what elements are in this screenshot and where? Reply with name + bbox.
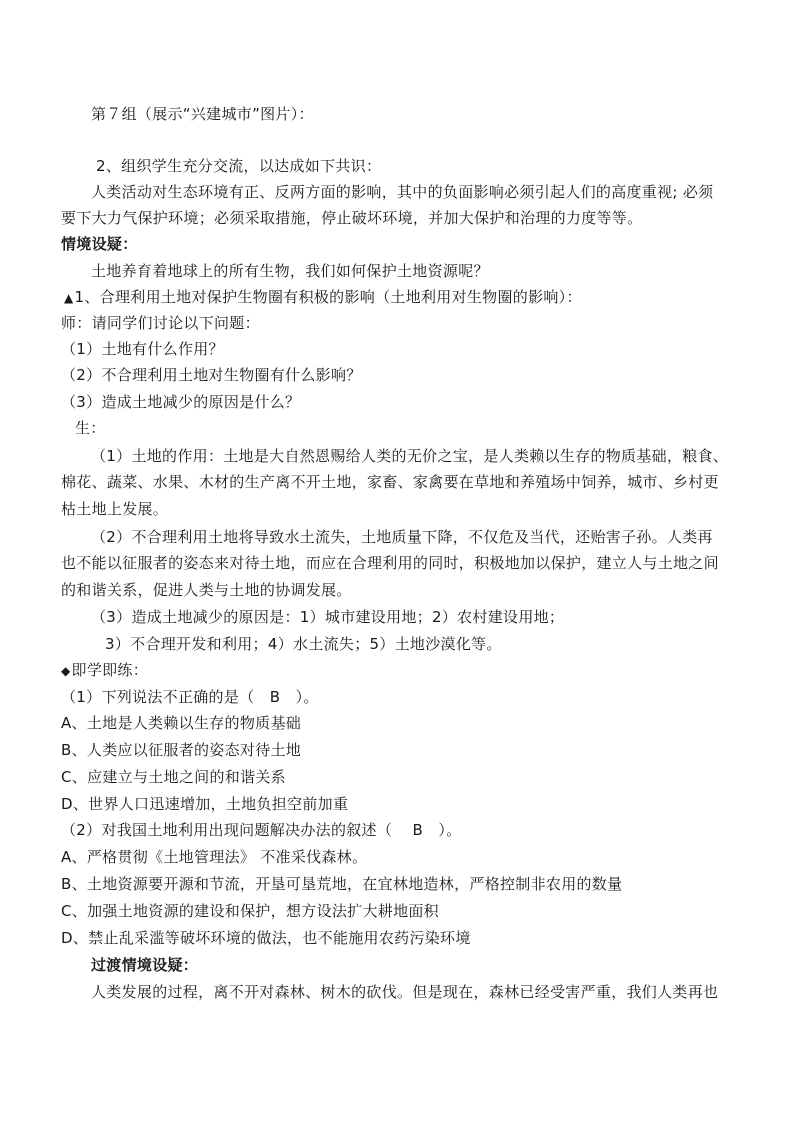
question-3: （3）造成土地减少的原因是什么？ [61, 393, 301, 411]
section-heading-transition: 过渡情境设疑： [91, 956, 199, 974]
answer-2-line-1: （2）不合理利用土地将导致水土流失，土地质量下降，不仅危及当代，还贻害子孙。人类再 [91, 528, 713, 546]
answer-1-line-1: （1）土地的作用：土地是大自然恩赐给人类的无价之宝，是人类赖以生存的物质基础，粮食、 [91, 447, 729, 465]
transition-text: 人类发展的过程，离不开对森林、树木的砍伐。但是现在，森林已经受害严重，我们人类再也 [91, 983, 719, 1001]
exercise-1-option-c: C、应建立与土地之间的和谐关系 [61, 768, 286, 786]
answer-1-line-2: 棉花、蔬菜、水果、木材的生产离不开土地，家畜、家禽要在草地和养殖场中饲养，城市、乡村更 [61, 473, 719, 491]
exercise-2-question: （2）对我国土地利用出现问题解决办法的叙述（ B ）。 [61, 821, 462, 839]
question-1: （1）土地有什么作用？ [61, 340, 224, 358]
triangle-bullet-icon: ▲ [64, 291, 74, 305]
exercise-2-option-d: D、禁止乱采滥等破坏环境的做法，也不能施用农药污染环境 [61, 929, 471, 947]
consensus-text-line-2: 要下大力气保护环境；必须采取措施，停止破坏环境，并加大保护和治理的力度等等。 [61, 209, 643, 227]
point-1-text: 1、合理利用土地对保护生物圈有积极的影响（土地利用对生物圈的影响）： [74, 288, 582, 306]
exercise-1-option-a: A、土地是人类赖以生存的物质基础 [61, 714, 302, 732]
consensus-text-line-1: 人类活动对生态环境有正、反两方面的影响，其中的负面影响必须引起人们的高度重视; 必须 [91, 183, 714, 201]
answer-3-line-1: （3）造成土地减少的原因是：1）城市建设用地；2）农村建设用地； [91, 608, 565, 626]
student-label: 生： [75, 419, 106, 437]
point-1-heading [64, 287, 582, 308]
step-2-heading: 2、组织学生充分交流，以达成如下共识： [96, 157, 382, 175]
answer-2-line-3: 的和谐关系，促进人类与土地的协调发展。 [61, 581, 352, 599]
scenario-question: 土地养育着地球上的所有生物，我们如何保护土地资源呢？ [91, 262, 489, 280]
question-2: （2）不合理利用土地对生物圈有什么影响？ [61, 366, 362, 384]
practice-heading [61, 660, 148, 681]
exercise-1-option-b: B、人类应以征服者的姿态对待土地 [61, 741, 302, 759]
answer-1-line-3: 枯土地上发展。 [61, 500, 169, 518]
exercise-1-option-d: D、世界人口迅速增加，土地负担空前加重 [61, 795, 349, 813]
exercise-2-option-b: B、土地资源要开源和节流，开垦可垦荒地，在宜林地造林，严格控制非农用的数量 [61, 875, 623, 893]
exercise-1-question: （1）下列说法不正确的是（ B ）。 [61, 688, 319, 706]
diamond-bullet-icon: ◆ [61, 664, 71, 678]
exercise-2-option-c: C、加强土地资源的建设和保护，想方设法扩大耕地面积 [61, 902, 439, 920]
teacher-prompt: 师：请同学们讨论以下问题： [61, 314, 260, 332]
answer-3-line-2: 3）不合理开发和利用；4）水土流失；5）土地沙漠化等。 [105, 635, 502, 653]
answer-2-line-2: 也不能以征服者的姿态来对待土地，而应在合理利用的同时，积极地加以保护，建立人与土地之间 [61, 554, 719, 572]
exercise-2-option-a: A、严格贯彻《土地管理法》 不准采伐森林。 [61, 848, 368, 866]
section-heading-scenario: 情境设疑： [61, 235, 138, 253]
group-7-line: 第７组（展示“兴建城市”图片）： [91, 105, 314, 123]
practice-heading-text: 即学即练： [71, 661, 149, 679]
